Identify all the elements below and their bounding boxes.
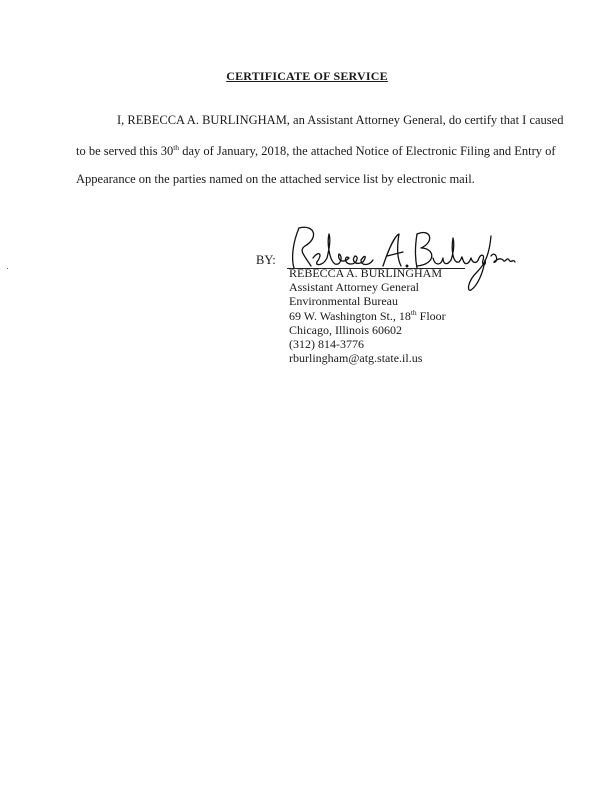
certification-line-1: I, REBECCA A. BURLINGHAM, an Assistant Attorney General, do certify that I caused xyxy=(117,113,564,127)
signer-email: rburlingham@atg.state.il.us xyxy=(289,351,423,366)
signer-city: Chicago, Illinois 60602 xyxy=(289,322,402,337)
by-label: BY: xyxy=(256,253,276,267)
document-title: CERTIFICATE OF SERVICE xyxy=(226,69,388,83)
address-floor: Floor xyxy=(416,308,446,323)
date-prefix: to be served this 30 xyxy=(76,144,174,158)
signer-position: Assistant Attorney General xyxy=(289,280,419,295)
date-remainder: day of January, 2018, the attached Notice of Electronic Filing and Entry of xyxy=(179,144,556,158)
address-ordinal-suffix: th xyxy=(410,307,417,317)
signer-name: REBECCA A. BURLINGHAM xyxy=(289,266,443,280)
address-street: 69 W. Washington St., 18 xyxy=(289,308,411,323)
certification-line-2 xyxy=(76,143,556,159)
signer-phone: (312) 814-3776 xyxy=(289,337,364,352)
certification-line-3: Appearance on the parties named on the attached service list by electronic mail. xyxy=(76,172,475,186)
date-ordinal-suffix: th xyxy=(173,143,180,152)
scan-speck xyxy=(7,268,8,269)
signer-block xyxy=(289,266,446,365)
signer-address xyxy=(289,309,446,323)
signer-bureau: Environmental Bureau xyxy=(289,294,398,309)
